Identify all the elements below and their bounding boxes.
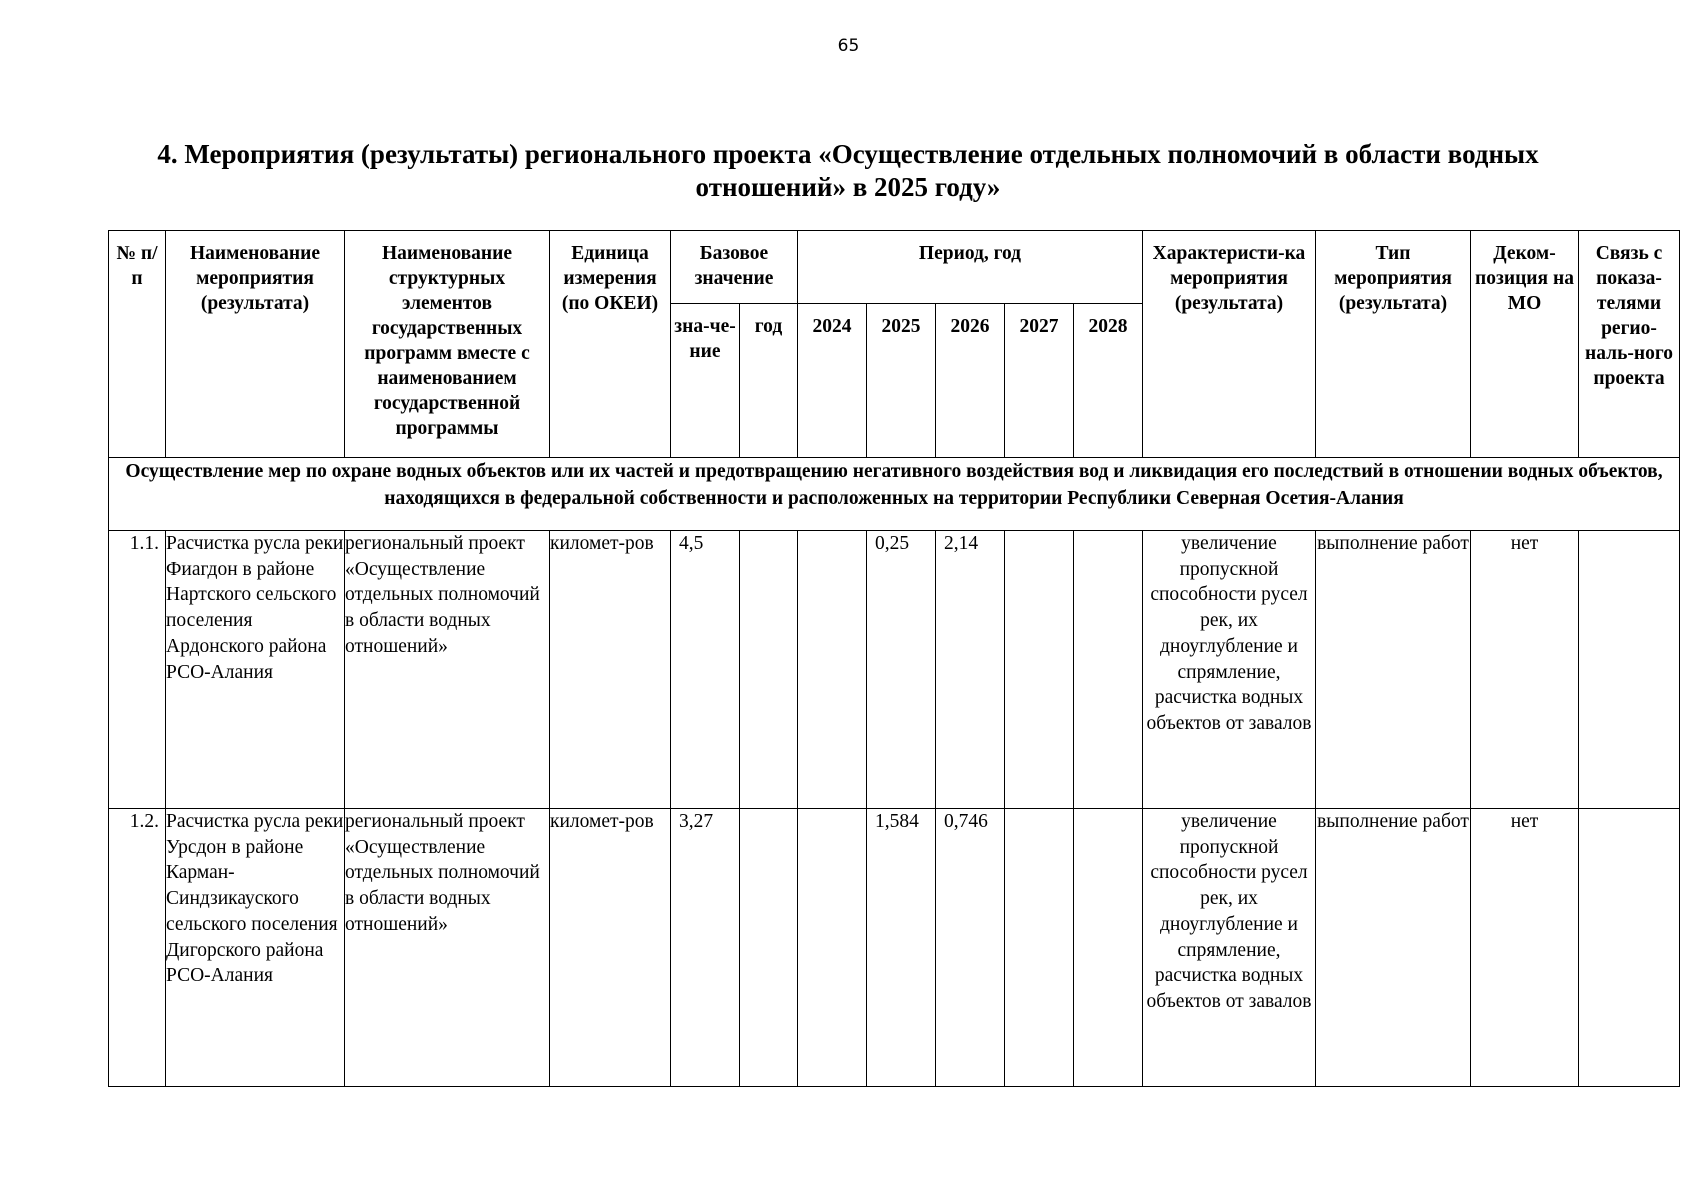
results-table [108,230,1680,1087]
row-num: 1.2. [109,809,166,1087]
header-unit: Единица измерения (по ОКЕИ) [550,231,671,458]
row-base-year [740,531,798,809]
header-base-year: год [740,304,798,458]
row-year-2027 [1005,531,1074,809]
page-title [108,138,1588,204]
row-year-2027 [1005,809,1074,1087]
row-decomposition: нет [1471,809,1579,1087]
header-base: Базовое значение [671,231,798,304]
header-base-value: зна-че-ние [671,304,740,458]
row-year-2025: 0,25 [867,531,936,809]
row-unit: километ-ров [550,809,671,1087]
row-year-2024 [798,809,867,1087]
row-unit: километ-ров [550,531,671,809]
header-year-2024: 2024 [798,304,867,458]
header-link: Связь с показа-телями регио-наль-ного проекта [1579,231,1680,458]
row-type: выполнение работ [1316,809,1471,1087]
header-name: Наименование мероприятия (результата) [166,231,345,458]
row-year-2026: 0,746 [936,809,1005,1087]
row-base-value: 3,27 [671,809,740,1087]
row-base-year [740,809,798,1087]
row-year-2024 [798,531,867,809]
section-row [109,458,1680,531]
header-decomposition: Деком-позиция на МО [1471,231,1579,458]
row-type: выполнение работ [1316,531,1471,809]
row-year-2025: 1,584 [867,809,936,1087]
header-period: Период, год [798,231,1143,304]
section-title: Осуществление мер по охране водных объектов или их частей и предотвращению негативного воздействия вод и ликвидация его последствий в отношении водных объектов, находящихся в федеральной собственности и расположенных на территории Республики Северная Осетия-Алания [109,458,1680,531]
header-type: Тип мероприятия (результата) [1316,231,1471,458]
header-structural: Наименование структурных элементов государственных программ вместе с наименованием государственной программы [345,231,550,458]
row-year-2028 [1074,531,1143,809]
row-link [1579,809,1680,1087]
header-year-2028: 2028 [1074,304,1143,458]
row-num: 1.1. [109,531,166,809]
row-year-2028 [1074,809,1143,1087]
table-row [109,809,1680,1087]
row-structural: региональный проект «Осуществление отдельных полномочий в области водных отношений» [345,531,550,809]
page-number: 65 [837,36,860,56]
header-year-2027: 2027 [1005,304,1074,458]
row-year-2026: 2,14 [936,531,1005,809]
row-name: Расчистка русла реки Урсдон в районе Карман-Синдзикауского сельского поселения Дигорского района РСО-Алания [166,809,345,1087]
row-structural: региональный проект «Осуществление отдельных полномочий в области водных отношений» [345,809,550,1087]
row-link [1579,531,1680,809]
row-characteristic: увеличение пропускной способности русел рек, их дноуглубление и спрямление, расчистка водных объектов от завалов [1143,809,1316,1087]
header-num: № п/п [109,231,166,458]
table-row [109,531,1680,809]
title-line-1: 4. Мероприятия (результаты) регионального проекта «Осуществление отдельных полномочий в области водных [157,139,1539,169]
row-characteristic: увеличение пропускной способности русел рек, их дноуглубление и спрямление, расчистка водных объектов от завалов [1143,531,1316,809]
header-row-1 [109,231,1680,304]
header-characteristic: Характеристи-ка мероприятия (результата) [1143,231,1316,458]
row-decomposition: нет [1471,531,1579,809]
header-year-2026: 2026 [936,304,1005,458]
title-line-2: отношений» в 2025 году» [695,172,1001,202]
row-name: Расчистка русла реки Фиагдон в районе Нартского сельского поселения Ардонского района РСО-Алания [166,531,345,809]
row-base-value: 4,5 [671,531,740,809]
header-year-2025: 2025 [867,304,936,458]
